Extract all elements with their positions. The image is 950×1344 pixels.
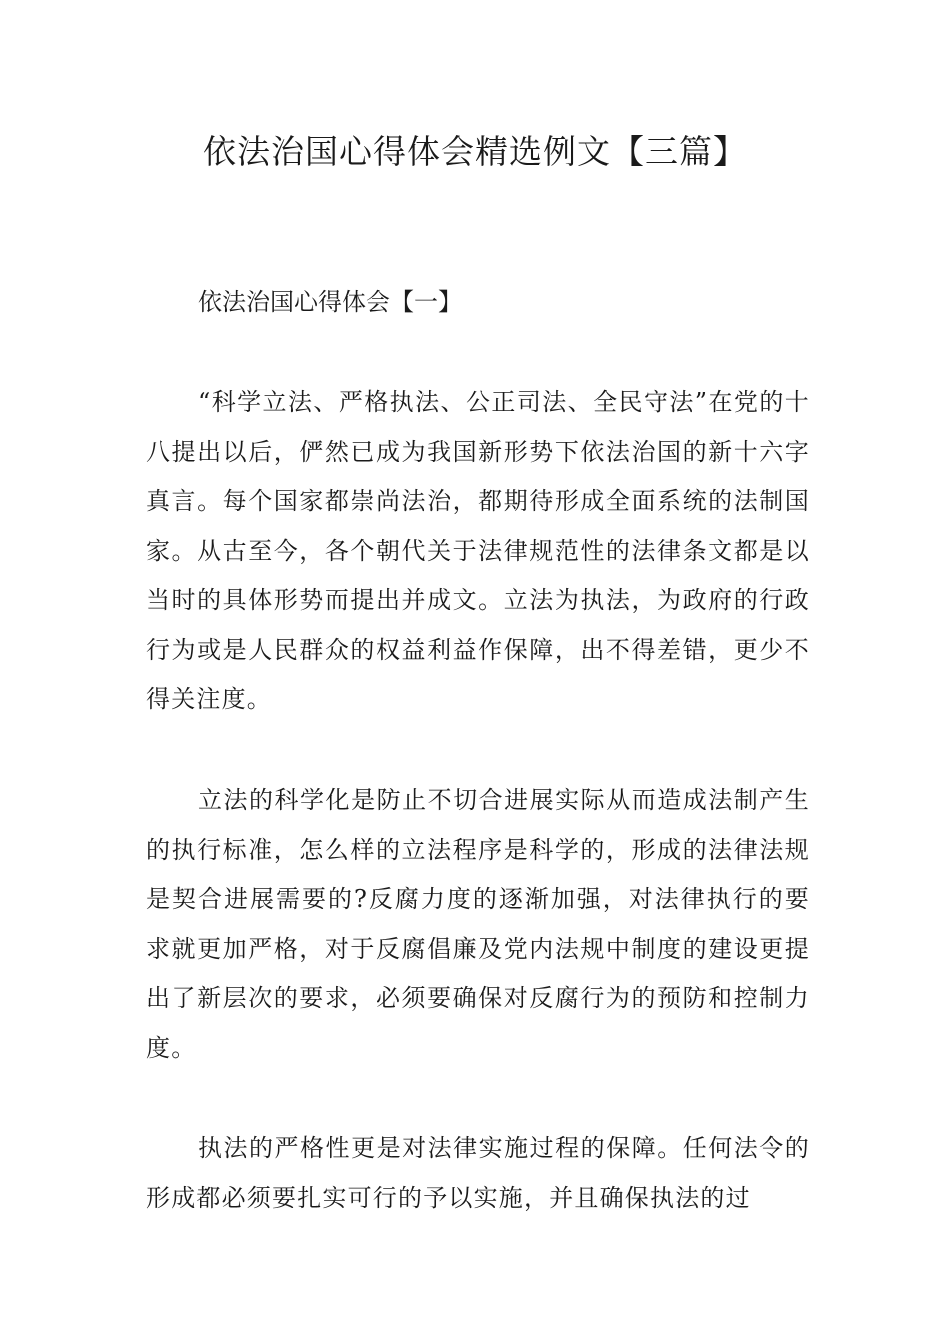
paragraph-3: 执法的严格性更是对法律实施过程的保障。任何法令的形成都必须要扎实可行的予以实施，并且确保执法的过 — [146, 1134, 810, 1212]
section-heading: 依法治国心得体会【一】 — [198, 288, 462, 316]
paragraph-1: “科学立法、严格执法、公正司法、全民守法”在党的十八提出以后，俨然已成为我国新形势下依法治国的新十六字真言。每个国家都崇尚法治，都期待形成全面系统的法制国家。从古至今，各个朝代关于法律规范性的法律条文都是以当时的具体形势而提出并成文。立法为执法，为政府的行政行为或是人民群众的权益利益作保障，出不得差错，更少不得关注度。 — [146, 388, 810, 713]
document-title: 依法治国心得体会精选例文【三篇】 — [203, 132, 747, 171]
paragraph-2: 立法的科学化是防止不切合进展实际从而造成法制产生的执行标准，怎么样的立法程序是科学的，形成的法律法规是契合进展需要的?反腐力度的逐渐加强，对法律执行的要求就更加严格，对于反腐倡廉及党内法规中制度的建设更提出了新层次的要求，必须要确保对反腐行为的预防和控制力度。 — [146, 786, 810, 1062]
